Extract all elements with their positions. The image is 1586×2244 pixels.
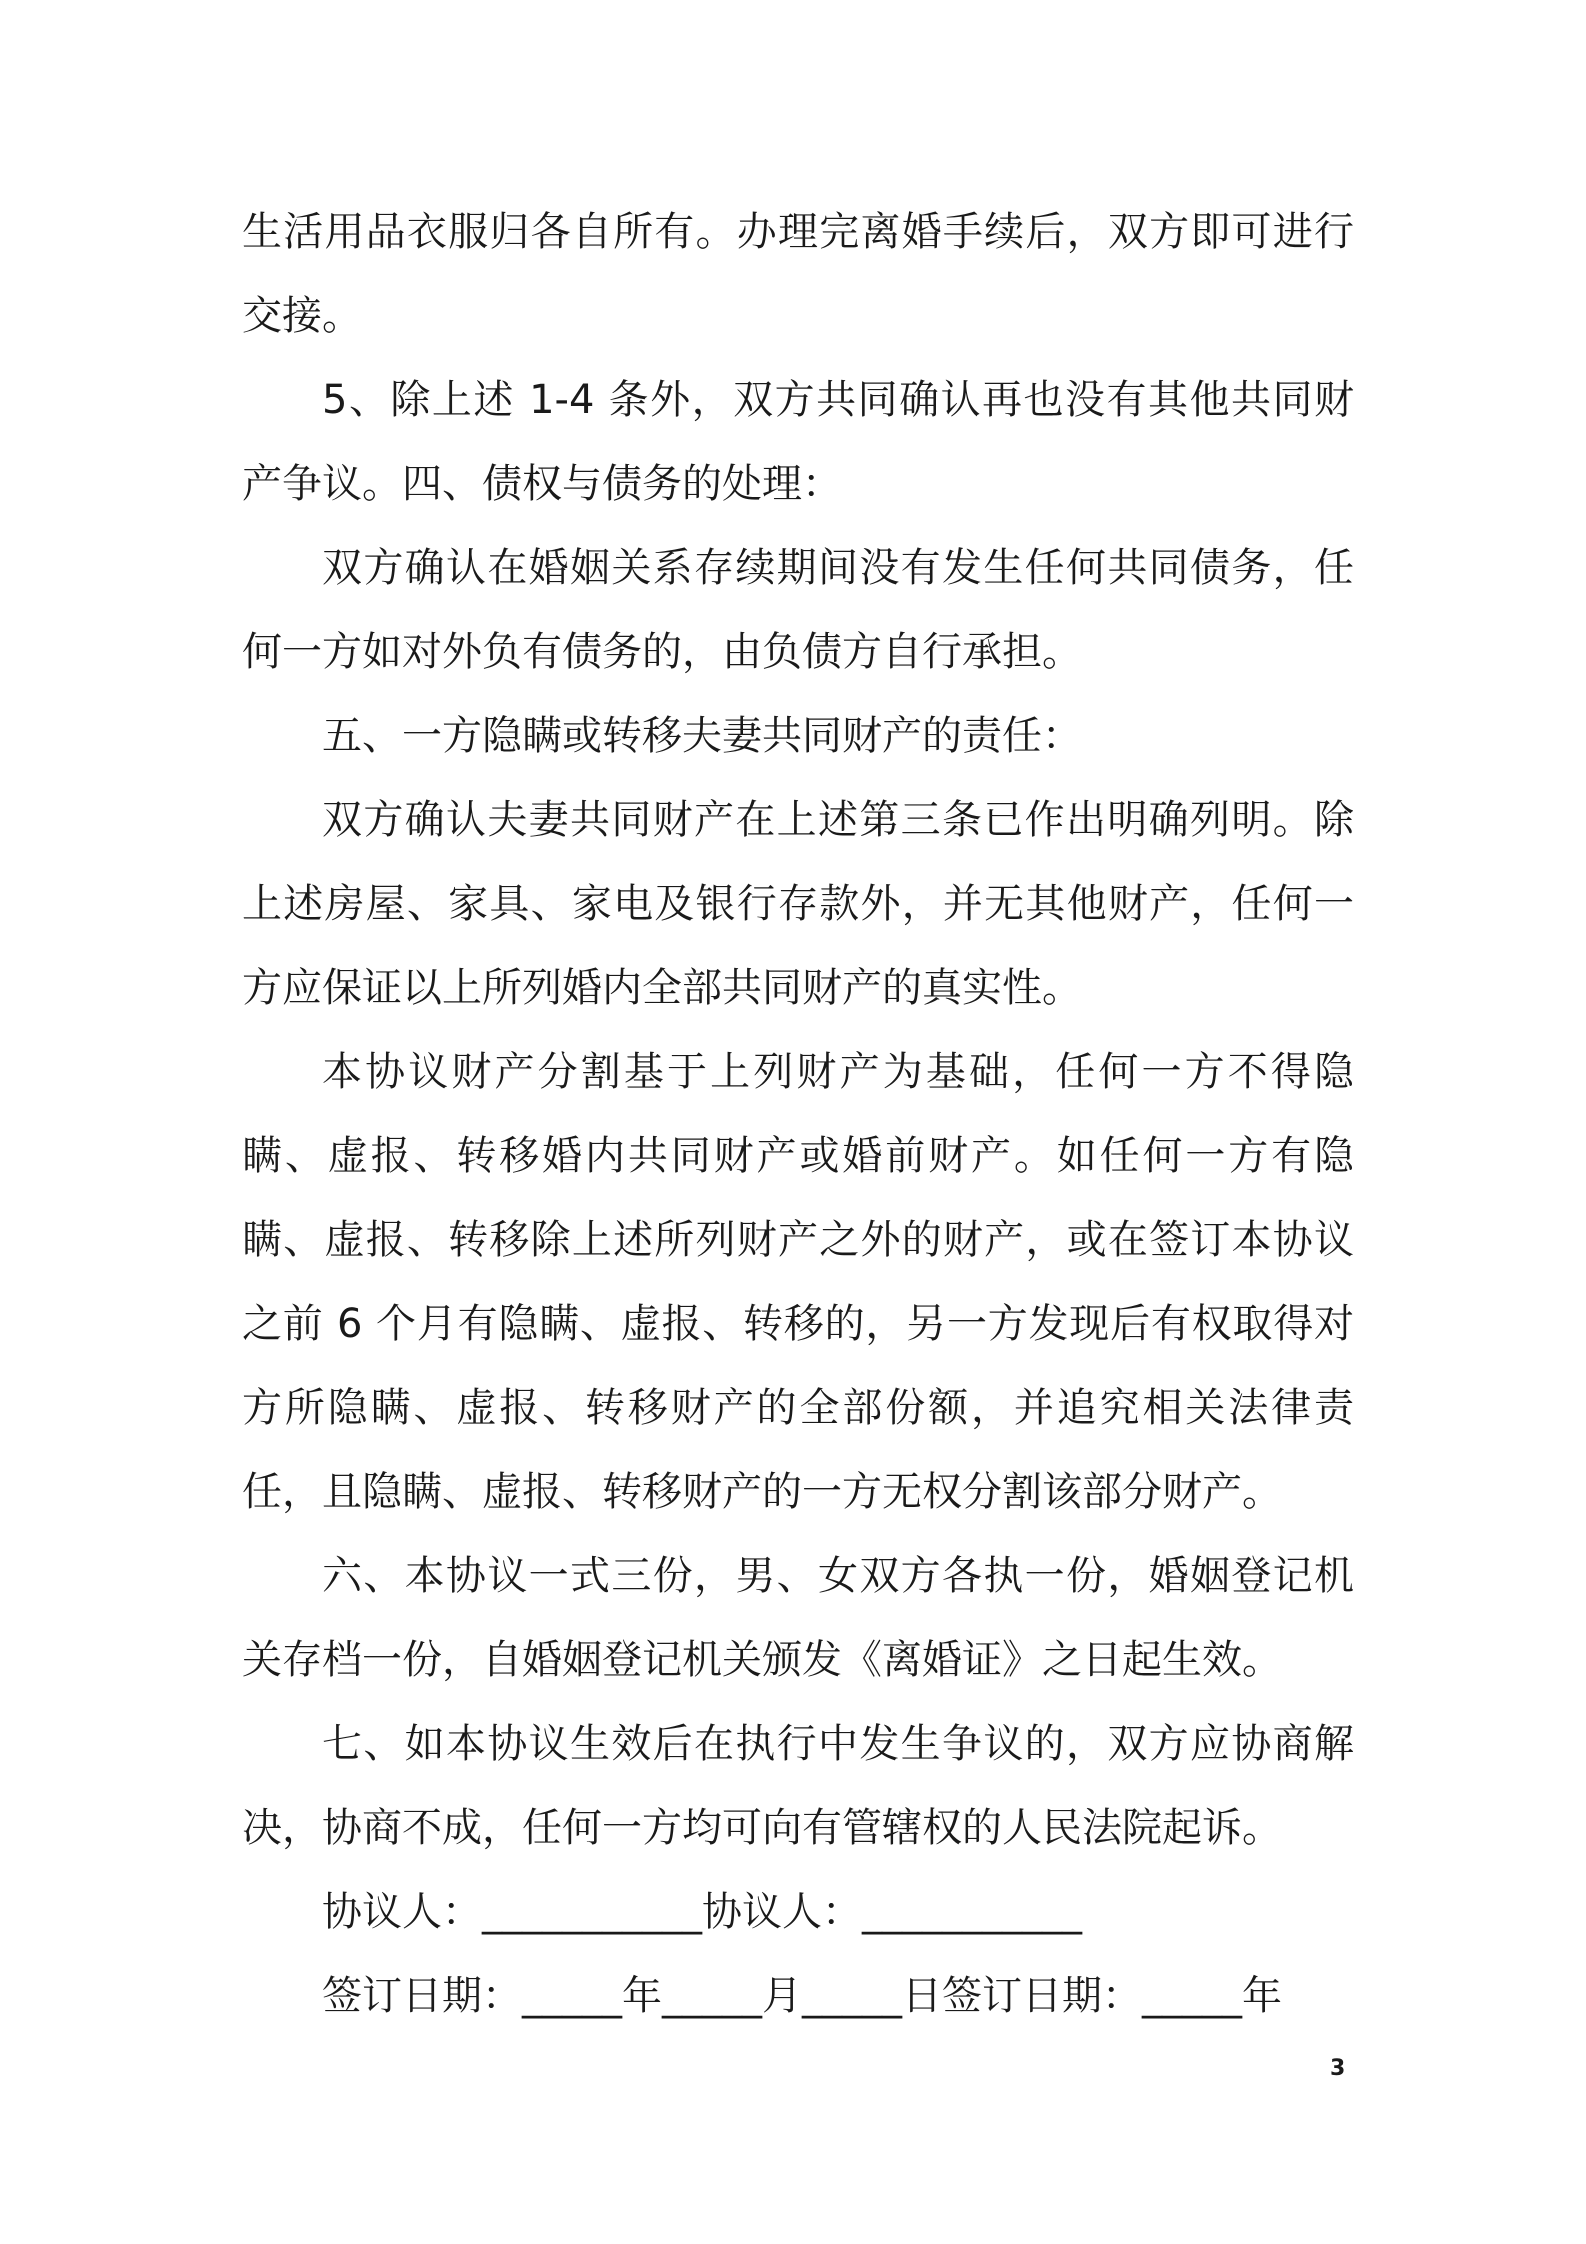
- paragraph-property-confirmation: 双方确认夫妻共同财产在上述第三条已作出明确列明。除上述房屋、家具、家电及银行存款外，并无其他财产，任何一方应保证以上所列婚内全部共同财产的真实性。: [242, 797, 1354, 1011]
- document-body: [242, 190, 1354, 2038]
- signature-line: 协议人：___________协议人：___________: [322, 1889, 1082, 1935]
- section-heading-five: 五、一方隐瞒或转移夫妻共同财产的责任：: [322, 713, 1082, 759]
- paragraph-clause-5: 5、除上述 1-4 条外，双方共同确认再也没有其他共同财产争议。四、债权与债务的处理：: [242, 377, 1354, 507]
- section-six: 六、本协议一式三份，男、女双方各执一份，婚姻登记机关存档一份，自婚姻登记机关颁发《离婚证》之日起生效。: [242, 1553, 1354, 1683]
- section-seven: 七、如本协议生效后在执行中发生争议的，双方应协商解决，协商不成，任何一方均可向有管辖权的人民法院起诉。: [242, 1721, 1354, 1851]
- paragraph-continuation: 生活用品衣服归各自所有。办理完离婚手续后，双方即可进行交接。: [242, 209, 1354, 339]
- signing-date-line: 签订日期：_____年_____月_____日签订日期：_____年: [322, 1973, 1282, 2019]
- page-number: 3: [1330, 2056, 1346, 2081]
- paragraph-debt-confirmation: 双方确认在婚姻关系存续期间没有发生任何共同债务，任何一方如对外负有债务的，由负债方自行承担。: [242, 545, 1354, 675]
- paragraph-division-basis: 本协议财产分割基于上列财产为基础，任何一方不得隐瞒、虚报、转移婚内共同财产或婚前财产。如任何一方有隐瞒、虚报、转移除上述所列财产之外的财产，或在签订本协议之前 6 个月有隐瞒、虚报、转移的，另一方发现后有权取得对方所隐瞒、虚报、转移财产的全部份额，并追究相关法律责任，且隐瞒、虚报、转移财产的一方无权分割该部分财产。: [242, 1049, 1354, 1515]
